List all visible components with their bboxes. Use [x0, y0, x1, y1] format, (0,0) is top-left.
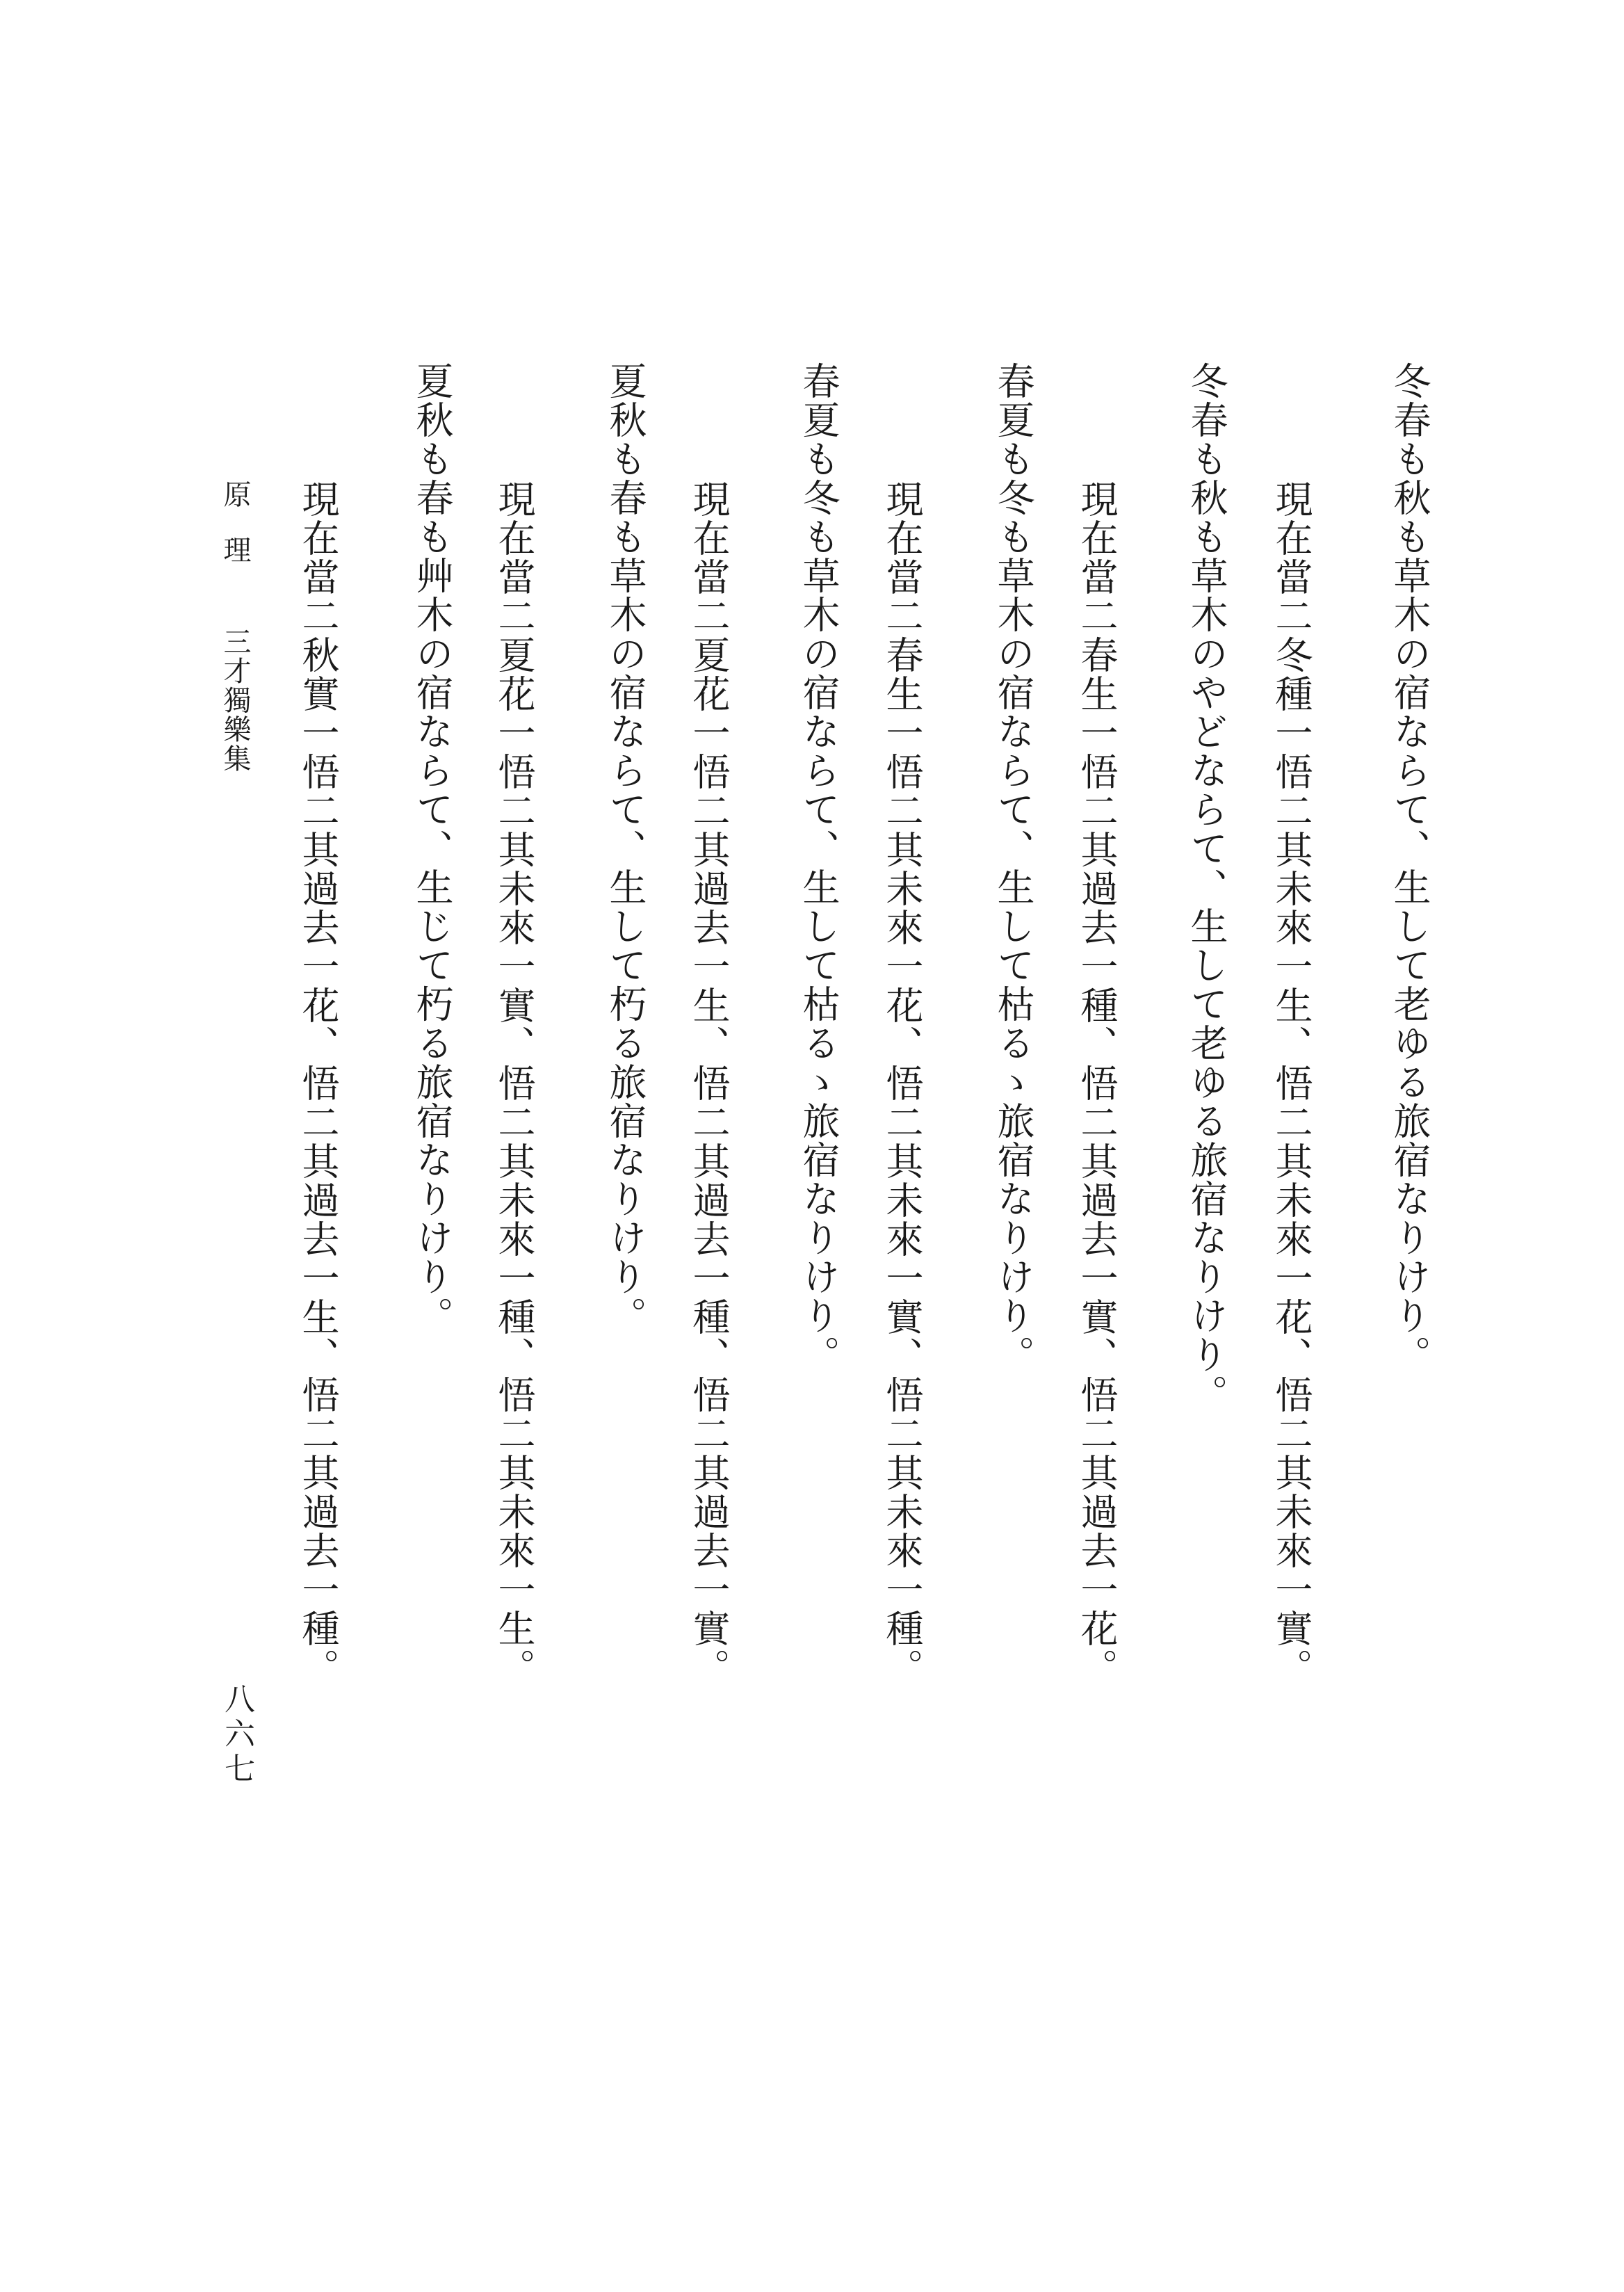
verse-line: 春夏も冬も草木の宿ならて、生して枯るゝ旅宿なりけり。: [797, 362, 841, 1374]
book-title: 三才獨樂集: [219, 627, 251, 773]
verse-line: 冬春も秋も草木のやどならて、生して老ゆる旅宿なりけり。: [1185, 362, 1228, 1413]
verse-line: 冬春も秋も草木の宿ならて、生して老ゆる旅宿なりけり。: [1388, 362, 1431, 1374]
verse-line: 夏秋も春も艸木の宿ならて、生じて朽る旅宿なりけり。: [410, 362, 454, 1335]
kanbun-commentary-line: 現在當二秋實一悟二其過去一花、悟二其過去一生、悟二其過去一種。: [296, 480, 340, 1687]
verse-line: 夏秋も春も草木の宿ならて、生して朽る旅宿なりけり。: [603, 362, 647, 1335]
kanbun-commentary-line: 現在當二春生一悟二其未來一花、悟二其未來一實、悟二其未來一種。: [880, 480, 924, 1687]
verse-line: 春夏も冬も草木の宿ならて、生して枯るゝ旅宿なりけり。: [991, 362, 1035, 1374]
kanbun-commentary-line: 現在當二夏花一悟二其未來一實、悟二其未來一種、悟二其未來一生。: [492, 480, 536, 1687]
section-title: 原理: [219, 480, 251, 565]
running-head: [221, 480, 249, 773]
page-number: 八六七: [219, 1683, 254, 1787]
kanbun-commentary-line: 現在當二夏花一悟二其過去一生、悟二其過去一種、悟二其過去一實。: [687, 480, 731, 1687]
kanbun-commentary-line: 現在當二春生一悟二其過去一種、悟二其過去一實、悟二其過去一花。: [1075, 480, 1119, 1687]
kanbun-commentary-line: 現在當二冬種一悟二其未來一生、悟二其未來一花、悟二其未來一實。: [1269, 480, 1313, 1687]
